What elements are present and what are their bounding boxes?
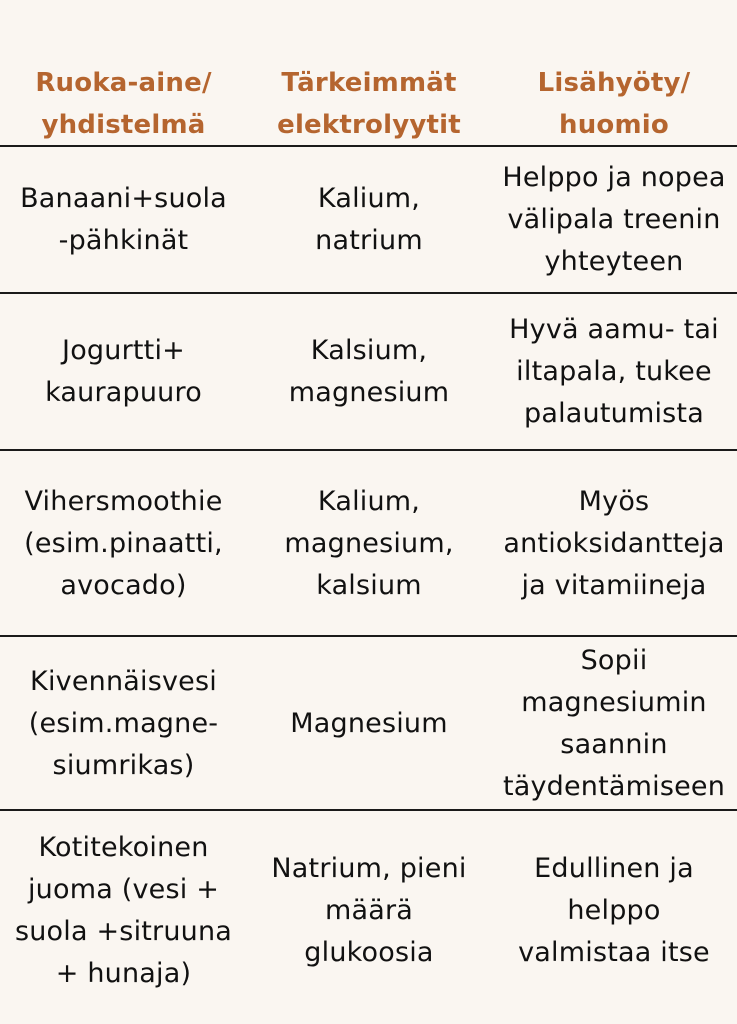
table-row: [0, 294, 737, 450]
cell-benefit: Hyvä aamu- tai iltapala, tukee palautumista: [509, 314, 719, 429]
cell-benefit: Myös antioksidantteja ja vitamiineja: [503, 485, 725, 601]
cell-food: Vihersmoothie (esim.pinaatti, avocado): [24, 485, 223, 601]
table-header-row: [0, 47, 737, 161]
cell-benefit: Sopii magnesiumin saannin täydentämiseen: [502, 644, 726, 802]
cell-food: Kivennäisvesi (esim.magne- siumrikas): [28, 665, 219, 781]
header-benefit: Lisähyöty/ huomio: [537, 68, 691, 140]
cell-electrolytes: Kalium, natrium: [315, 183, 423, 256]
cell-electrolytes: Kalsium, magnesium: [288, 335, 450, 408]
cell-electrolytes: Magnesium: [290, 707, 448, 739]
cell-benefit: Helppo ja nopea välipala treenin yhteyteen: [502, 162, 726, 277]
header-electrolytes: Tärkeimmät elektrolyytit: [277, 68, 461, 140]
table-row: [0, 147, 737, 293]
cell-benefit: Edullinen ja helppo valmistaa itse: [518, 853, 710, 968]
cell-electrolytes: Natrium, pieni määrä glukoosia: [271, 853, 467, 968]
table-row: [0, 451, 737, 636]
table-row: [0, 637, 737, 810]
cell-food: Banaani+suola -pähkinät: [20, 183, 227, 256]
cell-food: Kotitekoinen juoma (vesi + suola +sitruuna + hunaja): [14, 832, 233, 989]
header-food: Ruoka-aine/ yhdistelmä: [35, 68, 212, 140]
table-row: [0, 811, 737, 1011]
cell-electrolytes: Kalium, magnesium, kalsium: [284, 485, 454, 601]
cell-food: Jogurtti+ kaurapuuro: [45, 335, 202, 408]
